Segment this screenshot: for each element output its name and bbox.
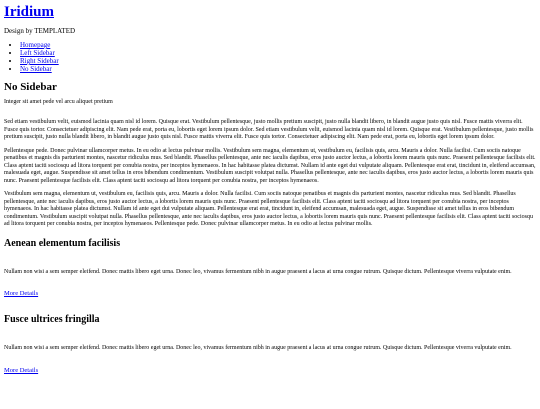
page xyxy=(0,4,540,382)
site-title xyxy=(4,4,536,21)
nav-link-right-sidebar[interactable]: Right Sidebar xyxy=(20,57,59,65)
nav-item-right-sidebar xyxy=(20,57,536,65)
body-paragraph: Sed etiam vestibulum velit, euismod lacinia quam nisl id lorem. Quisque erat. Vestibulum pellentesque, justo mollis pretium suscipit, justo nulla blandit libero, in blandit augue justo quis nisl. Fusce mattis viverra elit. Fusce quis tortor. Consectetuer adipiscing elit. Nam pede erat, porta eu, lobortis eget lorem ipsum dolor. Sed etiam vestibulum velit, euismod lacinia quam nisl id lorem. Quisque erat. Vestibulum pellentesque, justo mollis pretium suscipit, justo nulla blandit libero, in blandit augue justo quis nisl. Fusce mattis viverra elit. Fusce quis tortor. Consectetuer adipiscing elit. Nam pede erat, porta eu, lobortis eget lorem ipsum dolor. xyxy=(4,119,534,140)
nav-item-left-sidebar xyxy=(20,49,536,57)
section-text: Nullam non wisi a sem semper eleifend. Donec mattis libero eget urna. Donec leo, vivamus fermentum nibh in augue praesent a lacus at urna congue rutrum. Quisque dictum. Pellentesque viverra vulputate enim. xyxy=(4,268,512,275)
nav-item-no-sidebar xyxy=(20,65,536,73)
main-nav xyxy=(4,41,536,73)
body-paragraph: Pellentesque pede. Donec pulvinar ullamcorper metus. In eu odio at lectus pulvinar mollis. Vestibulum sem magna, elementum ut, vestibulum eu, facilisis quis, arcu. Mauris a dolor. Nulla facilisi. Cum sociis natoque penatibus et magnis dis parturient montes, nascetur ridiculus mus. Sed blandit. Phasellus pellentesque, ante nec iaculis dapibus, eros justo auctor lectus, a lobortis lorem mauris quis nunc. Praesent pellentesque facilisis elit. Class aptent taciti sociosqu ad litora torquent per conubia nostra, per inceptos hymenaeos. In hac habitasse platea dictumst. Nullam id ante eget dui vulputate aliquam. Pellentesque erat erat, tincidunt in, eleifend accumsan, malesuada eget, augue. Suspendisse sit amet tellus in eros bibendum condimentum. Vestibulum suscipit volutpat nulla. Phasellus pellentesque, ante nec iaculis dapibus, eros justo auctor lectus, a lobortis lorem mauris quis nunc. Praesent pellentesque facilisis elit. Class aptent taciti sociosqu ad litora torquent per conubia nostra, per inceptos hymenaeos. xyxy=(4,147,536,184)
nav-item-homepage xyxy=(20,41,536,49)
site-title-link[interactable]: Iridium xyxy=(4,4,55,20)
more-details-link[interactable]: More Details xyxy=(4,366,39,374)
section-text: Nullam non wisi a sem semper eleifend. Donec mattis libero eget urna. Donec leo, vivamus fermentum nibh in augue praesent a lacus at urna congue rutrum. Quisque dictum. Pellentesque viverra vulputate enim. xyxy=(4,345,512,351)
byline: Design by TEMPLATED xyxy=(4,27,76,35)
section-title: Fusce ultrices fringilla xyxy=(4,314,100,325)
page-title: No Sidebar xyxy=(4,81,57,93)
nav-link-left-sidebar[interactable]: Left Sidebar xyxy=(20,49,55,57)
page-subtitle: Integer sit amet pede vel arcu aliquet pretium xyxy=(4,99,113,105)
nav-link-no-sidebar[interactable]: No Sidebar xyxy=(20,65,52,73)
body-paragraph: Vestibulum sem magna, elementum ut, vestibulum eu, facilisis quis, arcu. Mauris a dolor. Nulla facilisi. Cum sociis natoque penatibus et magnis dis parturient montes, nascetur ridiculus mus. Sed blandit. Phasellus pellentesque, ante nec iaculis dapibus, eros justo auctor lectus, a lobortis lorem mauris quis nunc. Praesent pellentesque facilisis elit. Class aptent taciti sociosqu ad litora torquent per conubia nostra, per inceptos hymenaeos. In hac habitasse platea dictumst. Nullam id ante eget dui vulputate aliquam. Pellentesque erat erat, tincidunt in, eleifend accumsan, malesuada eget, augue. Suspendisse sit amet tellus in eros bibendum condimentum. Vestibulum suscipit volutpat nulla. Phasellus pellentesque, ante nec iaculis dapibus, eros justo auctor lectus, a lobortis lorem mauris quis nunc. Praesent pellentesque facilisis elit. Class aptent taciti sociosqu ad litora torquent per conubia nostra, per inceptos hymenaeos. Pellentesque pede. Donec pulvinar ullamcorper metus. In eu odio at lectus pulvinar mollis. xyxy=(4,191,533,227)
section-title: Aenean elementum facilisis xyxy=(4,237,121,249)
more-details-link[interactable]: More Details xyxy=(4,290,39,297)
nav-link-homepage[interactable]: Homepage xyxy=(20,41,51,49)
